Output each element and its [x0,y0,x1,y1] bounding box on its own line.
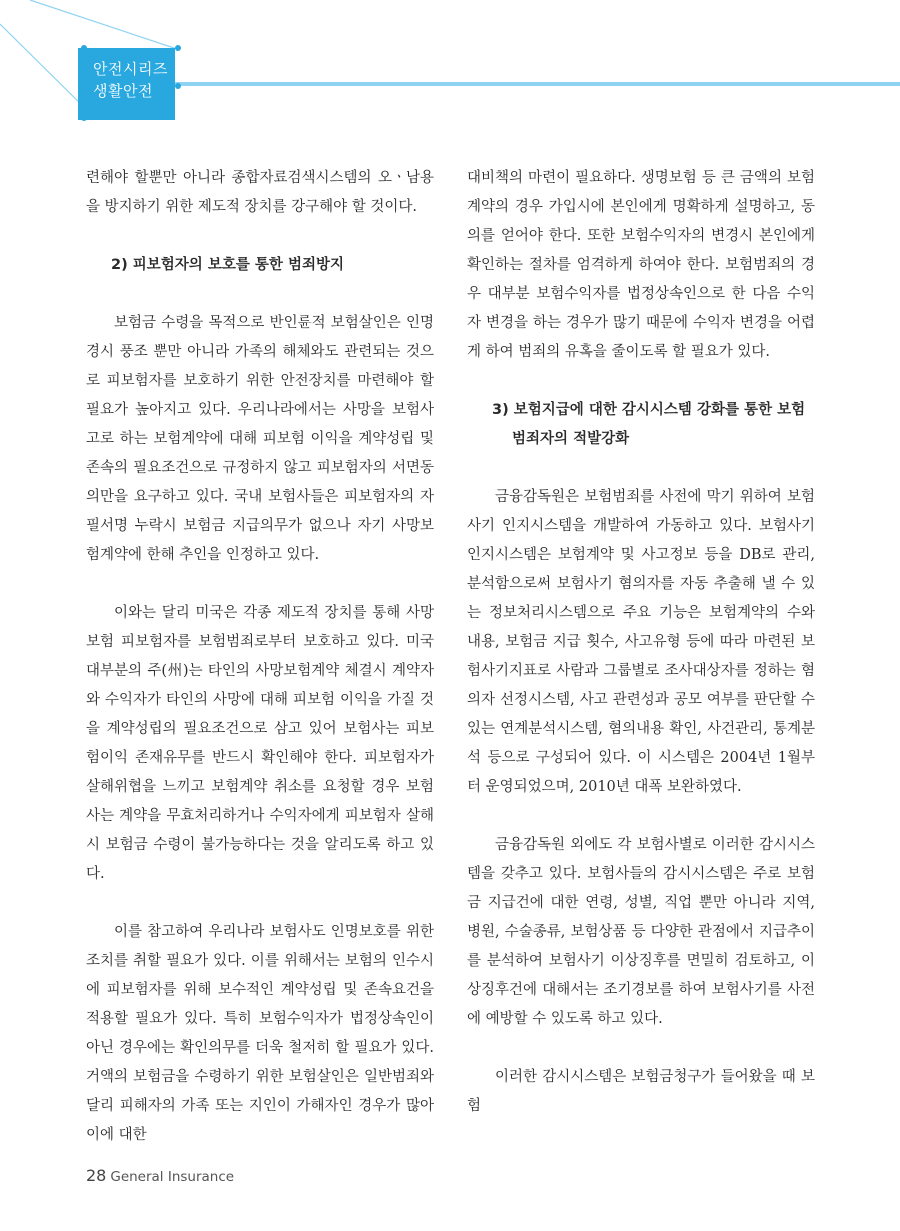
series-badge-line2: 생활안전 [93,82,153,100]
section-heading-2: 2) 피보험자의 보호를 통한 범죄방지 [111,257,345,273]
page-number: 28 [86,1166,107,1185]
body-paragraph: 이를 참고하여 우리나라 보험사도 인명보호를 위한 조치를 취할 필요가 있다. 이를 위해서는 보험의 인수시에 피보험자를 위해 보수적인 계약성립 및 존속요건을 적용할 필요가 있다. 특히 보험수익자가 법정상속인이 아닌 경우에는 확인의무를 더욱 철저히 할 필요가 있다. 거액의 보험금을 수령하기 위한 보험살인은 일반범죄와 달리 피해자의 가족 또는 지인이 가해자인 경우가 많아 이에 대한 [86,924,434,1143]
body-paragraph: 금융감독원 외에도 각 보험사별로 이러한 감시시스템을 갖추고 있다. 보험사들의 감시시스템은 주로 보험금 지급건에 대한 연령, 성별, 직업 뿐만 아니라 지역, 병원, 수술종류, 보험상품 등 다양한 관점에서 지급추이를 분석하여 보험사기 이상징후를 면밀히 검토하고, 이상징후건에 대해서는 조기경보를 하여 보험사기를 사전에 예방할 수 있도록 하고 있다. [467,837,815,1027]
continued-paragraph: 련해야 할뿐만 아니라 종합자료검색시스템의 오ㆍ남용을 방지하기 위한 제도적 장치를 강구해야 할 것이다. [86,170,434,215]
left-column [86,164,434,1150]
page-footer [86,1166,234,1185]
body-paragraph: 이와는 달리 미국은 각종 제도적 장치를 통해 사망보험 피보험자를 보험범죄로부터 보호하고 있다. 미국 대부분의 주(州)는 타인의 사망보험계약 체결시 계약자와 수익자가 타인의 사망에 대해 피보험 이익을 가질 것을 계약성립의 필요조건으로 삼고 있어 보험사는 피보험이익 존재유무를 반드시 확인해야 한다. 피보험자가 살해위협을 느끼고 보험계약 취소를 요청할 경우 보험사는 계약을 무효처리하거나 수익자에게 피보험자 살해시 보험금 수령이 불가능하다는 것을 알리도록 하고 있다. [86,605,434,882]
section-heading-3-line2: 범죄자의 적발강화 [512,431,630,447]
deco-diagonal-line [30,0,180,50]
section-heading-3 [467,396,815,454]
body-paragraph: 금융감독원은 보험범죄를 사전에 막기 위하여 보험사기 인지시스템을 개발하여 가동하고 있다. 보험사기인지시스템은 보험계약 및 사고정보 등을 DB로 관리, 분석함으로써 보험사기 혐의자를 자동 추출해 낼 수 있는 정보처리시스템으로 주요 기능은 보험계약의 수와 내용, 보험금 지급 횟수, 사고유형 등에 따라 마련된 보험사기지표로 사람과 그룹별로 조사대상자를 정하는 혐의자 선정시스템, 사고 관련성과 공모 여부를 판단할 수 있는 연계분석시스템, 혐의내용 확인, 사건관리, 통계분석 등으로 구성되어 있다. 이 시스템은 2004년 1월부터 운영되었으며, 2010년 대폭 보완하였다. [467,489,815,795]
deco-dot [175,45,181,51]
section-heading-3-line1: 3) 보험지급에 대한 감시시스템 강화를 통한 보험 [492,402,806,418]
deco-dot [175,83,181,89]
body-paragraph: 보험금 수령을 목적으로 반인륜적 보험살인은 인명경시 풍조 뿐만 아니라 가족의 해체와도 관련되는 것으로 피보험자를 보호하기 위한 안전장치를 마련해야 할 필요가 높아지고 있다. 우리나라에서는 사망을 보험사고로 하는 보험계약에 대해 피보험 이익을 계약성립 및 존속의 필요조건으로 규정하지 않고 피보험자의 서면동의만을 요구하고 있다. 국내 보험사들은 피보험자의 자필서명 누락시 보험금 지급의무가 없으나 자기 사망보험계약에 한해 추인을 인정하고 있다. [86,315,434,563]
series-badge-line1: 안전시리즈 [93,60,168,78]
right-column [467,164,815,1121]
body-paragraph: 이러한 감시시스템은 보험금청구가 들어왔을 때 보험 [467,1069,815,1114]
series-badge [78,48,175,120]
continued-paragraph: 대비책의 마련이 필요하다. 생명보험 등 큰 금액의 보험계약의 경우 가입시에 본인에게 명확하게 설명하고, 동의를 얻어야 한다. 또한 보험수익자의 변경시 본인에게 확인하는 절차를 엄격하게 하여야 한다. 보험범죄의 경우 대부분 보험수익자를 법정상속인으로 한 다음 수익자 변경을 하는 경우가 많기 때문에 수익자 변경을 어렵게 하여 범죄의 유혹을 줄이도록 할 필요가 있다. [467,170,815,360]
publication-name: General Insurance [110,1169,235,1185]
